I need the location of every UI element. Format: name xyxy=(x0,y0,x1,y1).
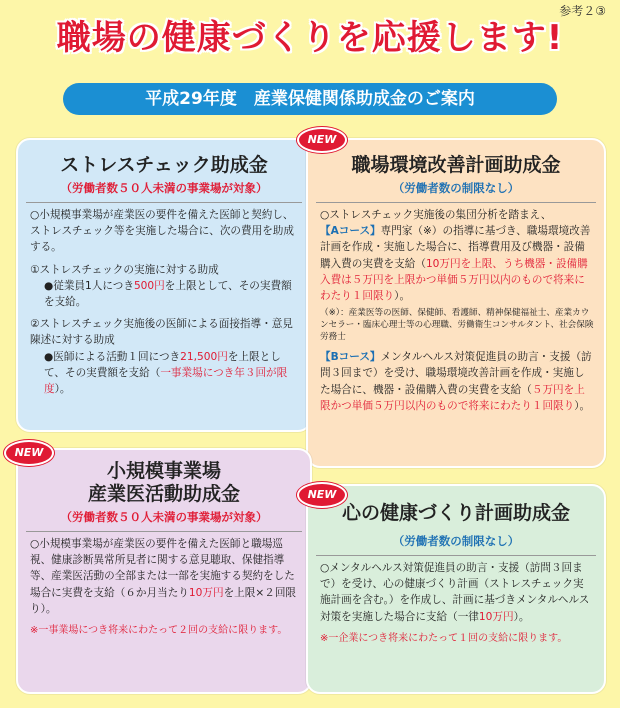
mental-health-plan-title: 心の健康づくり計画助成金 xyxy=(341,502,570,524)
mental-health-plan-box xyxy=(306,484,606,694)
occupational-physician-note: ※一事業場につき将来にわたって２回の支給に限ります。 xyxy=(30,625,288,637)
workplace-environment-body xyxy=(308,203,604,414)
mental-health-plan-text: ○メンタルヘルス対策促進員の助言・支援（訪問３回まで）を受け、心の健康づくり計画（ストレスチェック実施計画を含む。）を作成し、計画に基づきメンタルヘルス対策を実施した場合に支給（一律10万円）。 xyxy=(320,562,590,623)
stress-check-item2-head: ②ストレスチェック実施後の医師による面接指導・意見陳述に対する助成 xyxy=(30,318,293,347)
mental-health-plan-body xyxy=(308,556,604,647)
occupational-physician-title-line2: 産業医活動助成金 xyxy=(87,483,240,505)
specialist-note: （※）：産業医等の医師、保健師、看護師、精神保健福祉士、産業カウンセラー・臨床心理士等の心理職、労働衛生コンサルタント、社会保険労務士 xyxy=(320,308,594,343)
stress-check-title: ストレスチェック助成金 xyxy=(60,154,268,176)
new-badge: NEW xyxy=(297,482,347,508)
occupational-physician-title xyxy=(18,460,310,506)
workplace-environment-box xyxy=(306,138,606,468)
new-badge: NEW xyxy=(4,440,54,466)
stress-check-item2: ●医師による活動１回につき21,500円を上限として、その実費額を支給（一事業場につき年３回が限度）。 xyxy=(44,350,288,396)
stress-check-item1: ●従業員1人につき500円を上限として、その実費額を支給。 xyxy=(44,279,292,309)
occupational-physician-text: ○小規模事業場が産業医の要件を備えた医師と職場巡視、健康診断異常所見者に関する意見聴取、保健指導等、産業医活動の全部または一部を実施する契約をした場合に実費を支給（６か月当たり10万円を上限×２回限り）。 xyxy=(30,538,297,615)
occupational-physician-body xyxy=(18,532,310,639)
workplace-environment-intro: ○ストレスチェック実施後の集団分析を踏まえ、 xyxy=(320,209,552,221)
stress-check-body xyxy=(18,203,310,397)
banner: 平成29年度 産業保健関係助成金のご案内 xyxy=(63,83,557,115)
workplace-environment-title: 職場環境改善計画助成金 xyxy=(351,154,561,176)
workplace-environment-subtitle: （労働者数の制限なし） xyxy=(392,181,520,195)
occupational-physician-subtitle: （労働者数５０人未満の事業場が対象） xyxy=(60,510,268,524)
stress-check-item1-head: ①ストレスチェックの実施に対する助成 xyxy=(30,263,219,276)
course-a: 【Aコース】専門家（※）の指導に基づき、職場環境改善計画を作成・実施した場合に、指導費用及び機器・設備購入費の実費を支給（10万円を上限、うち機器・設備購入費は５万円を上限かつ単価５万円以内のもので将来にわたり１回限り）。 xyxy=(320,225,591,303)
reference-label: 参考２③ xyxy=(559,4,606,18)
stress-check-box xyxy=(16,138,312,432)
mental-health-plan-note: ※一企業につき将来にわたって１回の支給に限ります。 xyxy=(320,632,568,644)
course-b: 【Bコース】メンタルヘルス対策促進員の助言・支援（訪問３回まで）を受け、職場環境改善計画を作成・実施した場合に、機器・設備購入費の実費を支給（５万円を上限かつ単価５万円以内のもので将来にわたり１回限り）。 xyxy=(320,351,592,412)
occupational-physician-box xyxy=(16,448,312,694)
stress-check-intro: ○小規模事業場が産業医の要件を備えた医師と契約し、ストレスチェック等を実施した場合に、次の費用を助成する。 xyxy=(30,209,294,254)
mental-health-plan-subtitle: （労働者数の制限なし） xyxy=(392,534,520,548)
occupational-physician-title-line1: 小規模事業場 xyxy=(106,460,221,482)
main-title: 職場の健康づくりを応援します! xyxy=(56,18,564,58)
new-badge: NEW xyxy=(297,127,347,153)
stress-check-subtitle: （労働者数５０人未満の事業場が対象） xyxy=(60,181,268,195)
